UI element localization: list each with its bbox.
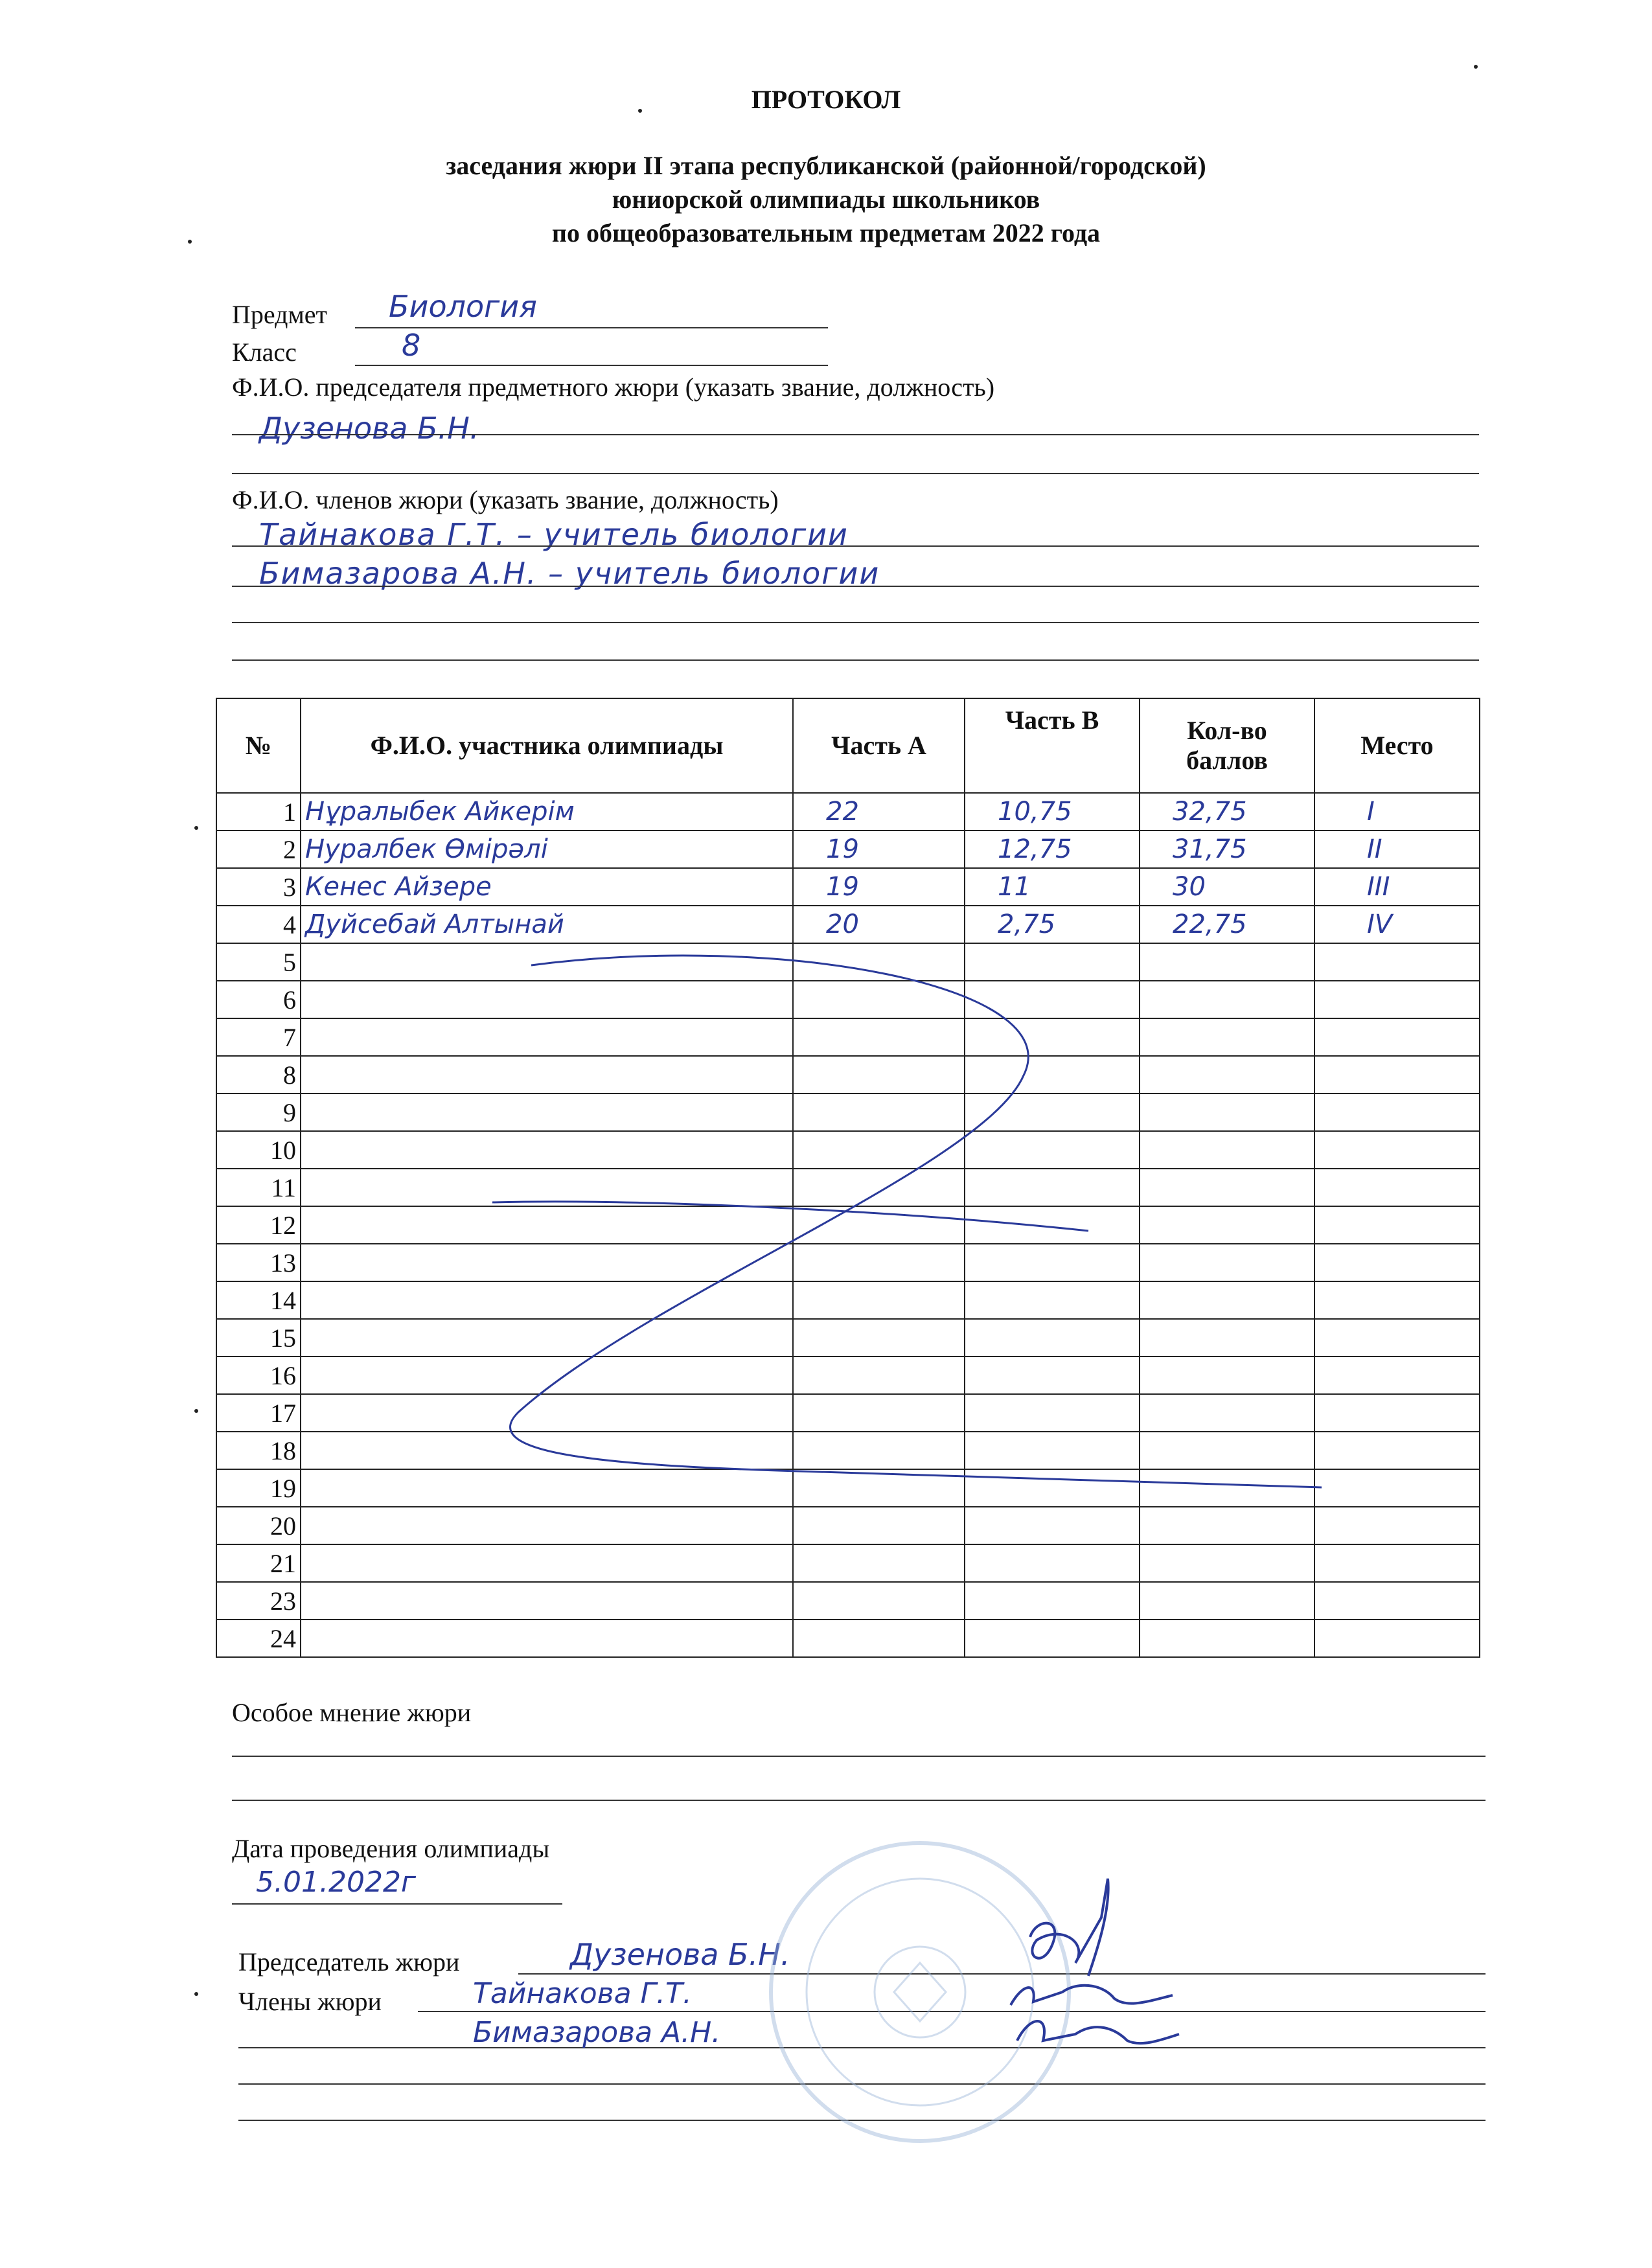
cell-place: II	[1314, 830, 1480, 868]
document-subtitle-line-3: по общеобразовательным предметам 2022 года	[551, 218, 1101, 247]
subject-value: Биология	[389, 289, 537, 324]
cell-number: 4	[216, 906, 301, 943]
date-label: Дата проведения олимпиады	[232, 1834, 550, 1863]
scan-speck	[638, 109, 642, 113]
empty-rows-strike	[511, 956, 1322, 1487]
cell-number: 1	[216, 793, 301, 830]
header-number: №	[216, 698, 301, 793]
cell-number: 11	[216, 1169, 301, 1206]
footer-chair-label: Председатель жюри	[238, 1947, 460, 1976]
cell-total: 31,75	[1140, 830, 1314, 868]
chair-value: Дузенова Б.Н.	[259, 411, 479, 446]
cell-part-b: 12,75	[965, 830, 1140, 868]
cell-number: 9	[216, 1094, 301, 1131]
footer-member-1: Тайнакова Г.Т.	[473, 1977, 692, 2010]
cell-total: 30	[1140, 868, 1314, 906]
cell-number: 16	[216, 1357, 301, 1394]
cell-number: 7	[216, 1018, 301, 1056]
cell-place: III	[1314, 868, 1480, 906]
header-part-b: Часть В	[965, 698, 1140, 793]
document-subtitle-line-1: заседания жюри II этапа республиканской (районной/городской)	[446, 151, 1206, 180]
footer-members-label: Члены жюри	[238, 1987, 382, 2016]
scan-speck	[194, 826, 198, 830]
cell-number: 2	[216, 830, 301, 868]
class-label: Класс	[232, 338, 297, 367]
cell-total: 22,75	[1140, 906, 1314, 943]
scan-speck	[194, 1409, 198, 1413]
cell-number: 10	[216, 1131, 301, 1169]
cell-number: 13	[216, 1244, 301, 1281]
cell-number: 8	[216, 1056, 301, 1094]
footer-member-2: Бимазарова А.Н.	[473, 2016, 721, 2049]
cell-number: 5	[216, 943, 301, 981]
header-total: Кол-во баллов	[1140, 698, 1314, 793]
cell-participant: Дуйсебай Алтынай	[301, 906, 793, 943]
cell-place: IV	[1314, 906, 1480, 943]
scan-speck	[194, 1992, 198, 1996]
cell-participant: Нуралбек Өмірәлі	[301, 830, 793, 868]
member-2-signature	[1017, 2021, 1179, 2043]
document-title: ПРОТОКОЛ	[751, 85, 901, 114]
cell-part-b: 11	[965, 868, 1140, 906]
cell-number: 20	[216, 1507, 301, 1544]
chair-label: Ф.И.О. председателя предметного жюри (указать звание, должность)	[232, 372, 995, 402]
header-part-a: Часть А	[793, 698, 965, 793]
class-value: 8	[402, 328, 421, 363]
empty-rows-strike-bar	[492, 1202, 1088, 1231]
scan-speck	[188, 240, 192, 244]
cell-participant: Кенес Айзере	[301, 868, 793, 906]
cell-number: 23	[216, 1582, 301, 1620]
cell-number: 21	[216, 1544, 301, 1582]
cell-number: 18	[216, 1432, 301, 1469]
scan-speck	[1474, 65, 1478, 69]
cell-number: 12	[216, 1206, 301, 1244]
member-1-signature	[1011, 1986, 1173, 2005]
official-stamp	[771, 1843, 1069, 2141]
footer-chair-value: Дузенова Б.Н.	[570, 1937, 790, 1972]
member-2-value: Бимазарова А.Н. – учитель биологии	[259, 556, 880, 591]
opinion-label: Особое мнение жюри	[232, 1698, 472, 1727]
member-1-value: Тайнакова Г.Т. – учитель биологии	[259, 517, 849, 552]
header-place: Место	[1314, 698, 1480, 793]
members-label: Ф.И.О. членов жюри (указать звание, должность)	[232, 485, 779, 514]
cell-number: 14	[216, 1281, 301, 1319]
cell-number: 19	[216, 1469, 301, 1507]
header-participant: Ф.И.О. участника олимпиады	[301, 698, 793, 793]
cell-number: 17	[216, 1394, 301, 1432]
cell-number: 6	[216, 981, 301, 1018]
cell-participant: Нұралыбек Айкерім	[301, 793, 793, 830]
cell-number: 3	[216, 868, 301, 906]
date-value: 5.01.2022г	[256, 1866, 417, 1899]
cell-total: 32,75	[1140, 793, 1314, 830]
cell-number: 15	[216, 1319, 301, 1357]
cell-part-a: 22	[793, 793, 965, 830]
chair-signature	[1030, 1879, 1108, 1976]
subject-label: Предмет	[232, 300, 328, 329]
cell-place: I	[1314, 793, 1480, 830]
document-subtitle-line-2: юниорской олимпиады школьников	[612, 185, 1040, 214]
cell-part-a: 20	[793, 906, 965, 943]
cell-part-a: 19	[793, 868, 965, 906]
cell-part-b: 10,75	[965, 793, 1140, 830]
cell-part-b: 2,75	[965, 906, 1140, 943]
cell-part-a: 19	[793, 830, 965, 868]
cell-number: 24	[216, 1620, 301, 1657]
